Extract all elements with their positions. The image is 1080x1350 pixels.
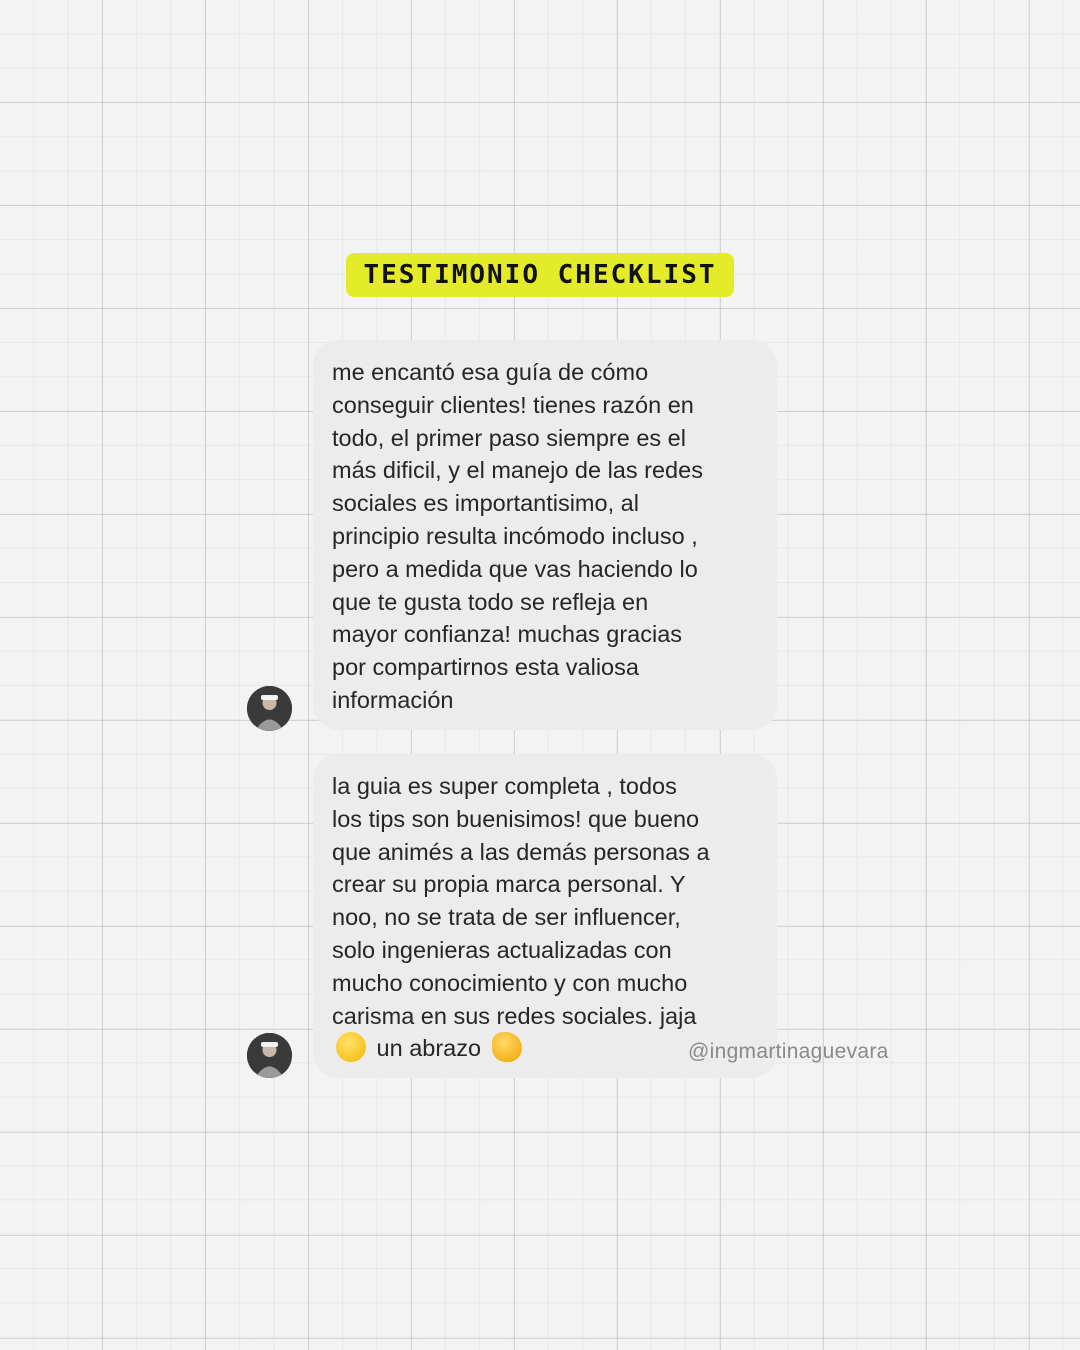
user-avatar-icon [247, 1033, 292, 1078]
rolling-on-floor-laughing-icon [336, 1032, 366, 1062]
message-text: la guia es super completa , todos los tips son buenisimos! que bueno que animés a las demás personas a crear su propia marca personal. Y noo, no se trata de ser influencer, solo ingenieras actualizadas con mucho conocimiento y con mucho carisma en sus redes sociales. jaja [332, 773, 710, 1029]
message-bubble [313, 340, 777, 730]
user-avatar-icon [247, 686, 292, 731]
page-title: TESTIMONIO CHECKLIST [363, 260, 717, 290]
message-closing-text: un abrazo [376, 1035, 482, 1062]
author-handle: @ingmartinaguevara [688, 1040, 889, 1063]
avatar[interactable] [247, 1033, 292, 1078]
clapping-hands-icon [492, 1032, 522, 1062]
avatar[interactable] [247, 686, 292, 731]
message-text: me encantó esa guía de cómo conseguir clientes! tienes razón en todo, el primer paso siempre es el más dificil, y el manejo de las redes sociales es importantisimo, al principio resulta incómodo incluso , pero a medida que vas haciendo lo que te gusta todo se refleja en mayor confianza! muchas gracias por compartirnos esta valiosa información [332, 359, 703, 713]
message-bubble [313, 754, 777, 1078]
title-badge [346, 253, 734, 297]
